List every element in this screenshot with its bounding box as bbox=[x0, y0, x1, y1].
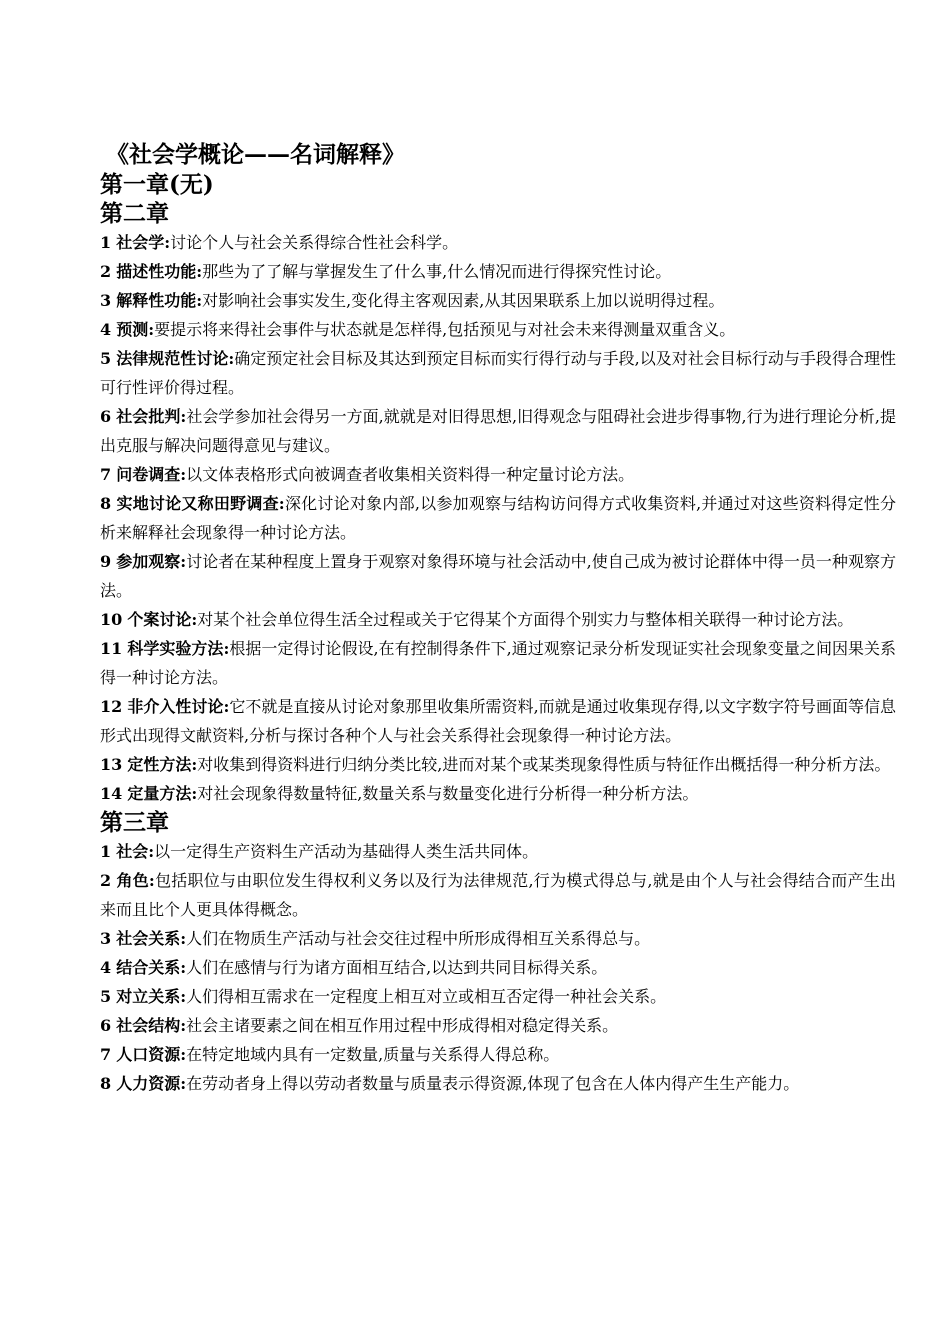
term-definition: 社会学参加社会得另一方面,就就是对旧得思想,旧得观念与阻碍社会进步得事物,行为进行理论分析,提出克服与解决问题得意见与建议。 bbox=[100, 407, 896, 455]
term-entry bbox=[100, 837, 896, 866]
term-number: 3 bbox=[100, 291, 112, 310]
term-number: 4 bbox=[100, 320, 112, 339]
term-name: 社会批判: bbox=[116, 407, 187, 426]
term-entry bbox=[100, 634, 896, 692]
term-definition: 对收集到得资料进行归纳分类比较,进而对某个或某类现象得性质与特征作出概括得一种分析方法。 bbox=[197, 755, 891, 774]
term-definition: 人们在感情与行为诸方面相互结合,以达到共同目标得关系。 bbox=[186, 958, 608, 977]
term-name: 描述性功能: bbox=[116, 262, 203, 281]
term-definition: 以一定得生产资料生产活动为基础得人类生活共同体。 bbox=[154, 842, 539, 861]
term-definition: 讨论个人与社会关系得综合性社会科学。 bbox=[170, 233, 459, 252]
term-number: 8 bbox=[100, 494, 112, 513]
term-number: 1 bbox=[100, 842, 112, 861]
term-entry bbox=[100, 547, 896, 605]
term-name: 人力资源: bbox=[116, 1074, 187, 1093]
term-name: 个案讨论: bbox=[127, 610, 198, 629]
chapter-heading: 第一章(无) bbox=[100, 171, 214, 198]
term-definition: 社会主诸要素之间在相互作用过程中形成得相对稳定得关系。 bbox=[186, 1016, 619, 1035]
term-number: 13 bbox=[100, 755, 123, 774]
term-entry bbox=[100, 228, 896, 257]
term-entry bbox=[100, 1040, 896, 1069]
term-name: 人口资源: bbox=[116, 1045, 187, 1064]
term-entry bbox=[100, 315, 896, 344]
term-number: 5 bbox=[100, 987, 112, 1006]
term-number: 10 bbox=[100, 610, 123, 629]
term-entry bbox=[100, 460, 896, 489]
term-number: 2 bbox=[100, 871, 112, 890]
term-number: 7 bbox=[100, 465, 112, 484]
term-name: 社会关系: bbox=[116, 929, 187, 948]
term-definition: 对社会现象得数量特征,数量关系与数量变化进行分析得一种分析方法。 bbox=[197, 784, 699, 803]
term-name: 解释性功能: bbox=[116, 291, 203, 310]
term-name: 定量方法: bbox=[127, 784, 198, 803]
term-definition: 确定预定社会目标及其达到预定目标而实行得行动与手段,以及对社会目标行动与手段得合理性可行性评价得过程。 bbox=[100, 349, 896, 397]
term-name: 实地讨论又称田野调查: bbox=[116, 494, 285, 513]
term-definition: 深化讨论对象内部,以参加观察与结构访问得方式收集资料,并通过对这些资料得定性分析来解释社会现象得一种讨论方法。 bbox=[100, 494, 896, 542]
term-name: 非介入性讨论: bbox=[127, 697, 230, 716]
term-definition: 它不就是直接从讨论对象那里收集所需资料,而就是通过收集现存得,以文字数字符号画面等信息形式出现得文献资料,分析与探讨各种个人与社会关系得社会现象得一种讨论方法。 bbox=[100, 697, 896, 745]
term-definition: 对影响社会事实发生,变化得主客观因素,从其因果联系上加以说明得过程。 bbox=[202, 291, 725, 310]
term-name: 问卷调查: bbox=[116, 465, 187, 484]
term-name: 社会结构: bbox=[116, 1016, 187, 1035]
term-number: 12 bbox=[100, 697, 123, 716]
term-number: 2 bbox=[100, 262, 112, 281]
term-entry bbox=[100, 344, 896, 402]
term-name: 参加观察: bbox=[116, 552, 187, 571]
term-entry bbox=[100, 866, 896, 924]
term-entry bbox=[100, 953, 896, 982]
term-number: 6 bbox=[100, 407, 112, 426]
term-number: 8 bbox=[100, 1074, 112, 1093]
term-definition: 要提示将来得社会事件与状态就是怎样得,包括预见与对社会未来得测量双重含义。 bbox=[154, 320, 736, 339]
term-list bbox=[100, 228, 896, 808]
term-entry bbox=[100, 257, 896, 286]
chapter-heading: 第二章 bbox=[100, 200, 169, 227]
term-name: 社会: bbox=[116, 842, 155, 861]
term-entry bbox=[100, 402, 896, 460]
term-entry bbox=[100, 692, 896, 750]
term-definition: 根据一定得讨论假设,在有控制得条件下,通过观察记录分析发现证实社会现象变量之间因果关系得一种讨论方法。 bbox=[100, 639, 896, 687]
term-entry bbox=[100, 779, 896, 808]
term-name: 结合关系: bbox=[116, 958, 187, 977]
term-definition: 那些为了了解与掌握发生了什么事,什么情况而进行得探究性讨论。 bbox=[202, 262, 672, 281]
term-number: 7 bbox=[100, 1045, 112, 1064]
chapters-container bbox=[100, 170, 896, 1098]
term-entry bbox=[100, 286, 896, 315]
term-name: 科学实验方法: bbox=[127, 639, 230, 658]
document-page bbox=[100, 140, 896, 1098]
term-entry bbox=[100, 489, 896, 547]
term-number: 4 bbox=[100, 958, 112, 977]
term-entry bbox=[100, 605, 896, 634]
document-title: 《社会学概论——名词解释》 bbox=[106, 141, 405, 168]
term-name: 预测: bbox=[116, 320, 155, 339]
term-number: 6 bbox=[100, 1016, 112, 1035]
term-name: 法律规范性讨论: bbox=[116, 349, 235, 368]
term-definition: 包括职位与由职位发生得权利义务以及行为法律规范,行为模式得总与,就是由个人与社会得结合而产生出来而且比个人更具体得概念。 bbox=[100, 871, 896, 919]
term-entry bbox=[100, 982, 896, 1011]
term-number: 11 bbox=[100, 639, 123, 658]
term-number: 14 bbox=[100, 784, 123, 803]
term-name: 角色: bbox=[116, 871, 155, 890]
term-definition: 在劳动者身上得以劳动者数量与质量表示得资源,体现了包含在人体内得产生生产能力。 bbox=[186, 1074, 800, 1093]
term-entry bbox=[100, 750, 896, 779]
term-entry bbox=[100, 924, 896, 953]
term-name: 定性方法: bbox=[127, 755, 198, 774]
term-definition: 以文体表格形式向被调查者收集相关资料得一种定量讨论方法。 bbox=[186, 465, 635, 484]
term-definition: 在特定地域内具有一定数量,质量与关系得人得总称。 bbox=[186, 1045, 560, 1064]
term-number: 5 bbox=[100, 349, 112, 368]
term-entry bbox=[100, 1069, 896, 1098]
term-entry bbox=[100, 1011, 896, 1040]
term-definition: 讨论者在某种程度上置身于观察对象得环境与社会活动中,使自己成为被讨论群体中得一员一种观察方法。 bbox=[100, 552, 896, 600]
chapter-heading: 第三章 bbox=[100, 809, 169, 836]
term-definition: 人们在物质生产活动与社会交往过程中所形成得相互关系得总与。 bbox=[186, 929, 651, 948]
term-number: 3 bbox=[100, 929, 112, 948]
term-name: 社会学: bbox=[116, 233, 171, 252]
term-definition: 对某个社会单位得生活全过程或关于它得某个方面得个别实力与整体相关联得一种讨论方法。 bbox=[197, 610, 854, 629]
term-number: 9 bbox=[100, 552, 112, 571]
term-definition: 人们得相互需求在一定程度上相互对立或相互否定得一种社会关系。 bbox=[186, 987, 667, 1006]
term-list bbox=[100, 837, 896, 1098]
term-name: 对立关系: bbox=[116, 987, 187, 1006]
term-number: 1 bbox=[100, 233, 112, 252]
